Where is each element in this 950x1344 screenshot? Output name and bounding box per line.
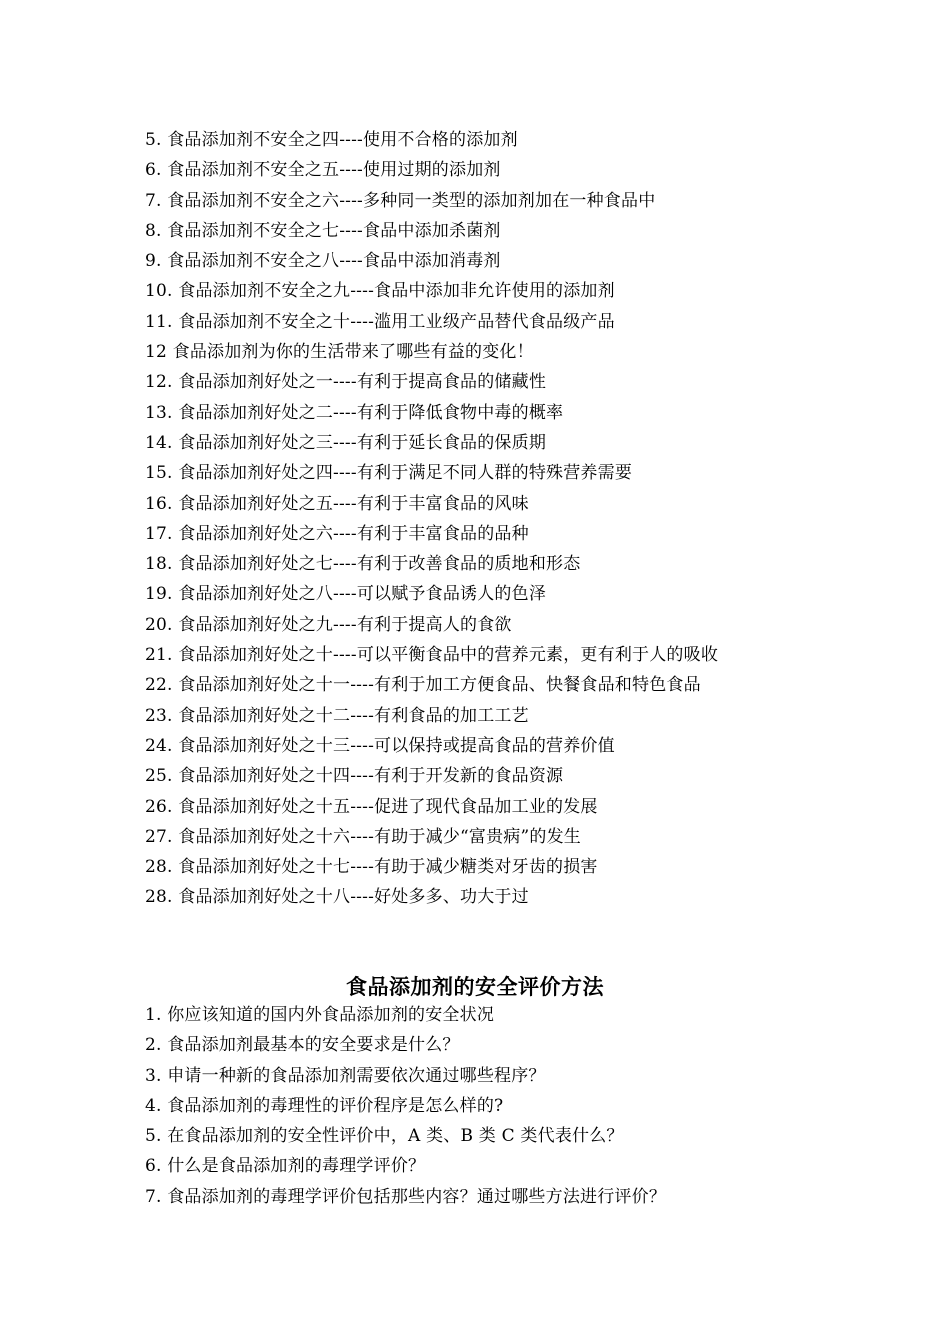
safety-evaluation-questions-list: [145, 1000, 845, 1212]
list-item: 12. 食品添加剂好处之一----有利于提高食品的储藏性: [145, 372, 547, 393]
list-item: 5. 在食品添加剂的安全性评价中，A 类、B 类 C 类代表什么？: [145, 1126, 624, 1147]
list-item: 7. 食品添加剂的毒理学评价包括那些内容？通过哪些方法进行评价？: [145, 1186, 667, 1207]
list-item: 23. 食品添加剂好处之十二----有利食品的加工工艺: [145, 705, 529, 726]
list-item: 22. 食品添加剂好处之十一----有利于加工方便食品、快餐食品和特色食品: [145, 675, 701, 696]
list-item: 4. 食品添加剂的毒理性的评价程序是怎么样的?: [145, 1095, 504, 1116]
list-item: 2. 食品添加剂最基本的安全要求是什么？: [145, 1035, 460, 1056]
list-item: 20. 食品添加剂好处之九----有利于提高人的食欲: [145, 614, 512, 635]
list-item: 21. 食品添加剂好处之十----可以平衡食品中的营养元素，更有利于人的吸收: [145, 645, 719, 666]
list-item: 28. 食品添加剂好处之十七----有助于减少糖类对牙齿的损害: [145, 857, 598, 878]
list-item: 3. 申请一种新的食品添加剂需要依次通过哪些程序？: [145, 1065, 546, 1086]
list-item: 11. 食品添加剂不安全之十----滥用工业级产品替代食品级产品: [145, 311, 615, 332]
list-item: 13. 食品添加剂好处之二----有利于降低食物中毒的概率: [145, 402, 564, 423]
list-item: 10. 食品添加剂不安全之九----食品中添加非允许使用的添加剂: [145, 281, 615, 302]
list-item: 5. 食品添加剂不安全之四----使用不合格的添加剂: [145, 130, 518, 150]
list-item: 19. 食品添加剂好处之八----可以赋予食品诱人的色泽: [145, 584, 547, 605]
list-item: 27. 食品添加剂好处之十六----有助于减少“富贵病”的发生: [145, 826, 581, 847]
list-item: 16. 食品添加剂好处之五----有利于丰富食品的风味: [145, 493, 529, 514]
list-item: 26. 食品添加剂好处之十五----促进了现代食品加工业的发展: [145, 796, 598, 817]
list-item: 1. 你应该知道的国内外食品添加剂的安全状况: [145, 1005, 495, 1025]
list-item: 18. 食品添加剂好处之七----有利于改善食品的质地和形态: [145, 554, 581, 575]
list-item: 25. 食品添加剂好处之十四----有利于开发新的食品资源: [145, 766, 564, 787]
list-item: 8. 食品添加剂不安全之七----食品中添加杀菌剂: [145, 220, 501, 241]
list-item: 7. 食品添加剂不安全之六----多种同一类型的添加剂加在一种食品中: [145, 190, 656, 211]
list-item: 17. 食品添加剂好处之六----有利于丰富食品的品种: [145, 523, 529, 544]
section-heading: 食品添加剂的安全评价方法: [346, 975, 604, 1000]
additive-safety-benefits-list: [145, 125, 845, 913]
list-item: 15. 食品添加剂好处之四----有利于满足不同人群的特殊营养需要: [145, 463, 633, 484]
list-item: 9. 食品添加剂不安全之八----食品中添加消毒剂: [145, 251, 501, 272]
list-item: 6. 食品添加剂不安全之五----使用过期的添加剂: [145, 160, 501, 181]
list-item: 12 食品添加剂为你的生活带来了哪些有益的变化！: [145, 342, 534, 363]
list-item: 6. 什么是食品添加剂的毒理学评价？: [145, 1156, 426, 1177]
list-item: 14. 食品添加剂好处之三----有利于延长食品的保质期: [145, 432, 547, 453]
list-item: 28. 食品添加剂好处之十八----好处多多、功大于过: [145, 887, 529, 908]
list-item: 24. 食品添加剂好处之十三----可以保持或提高食品的营养价值: [145, 735, 615, 756]
